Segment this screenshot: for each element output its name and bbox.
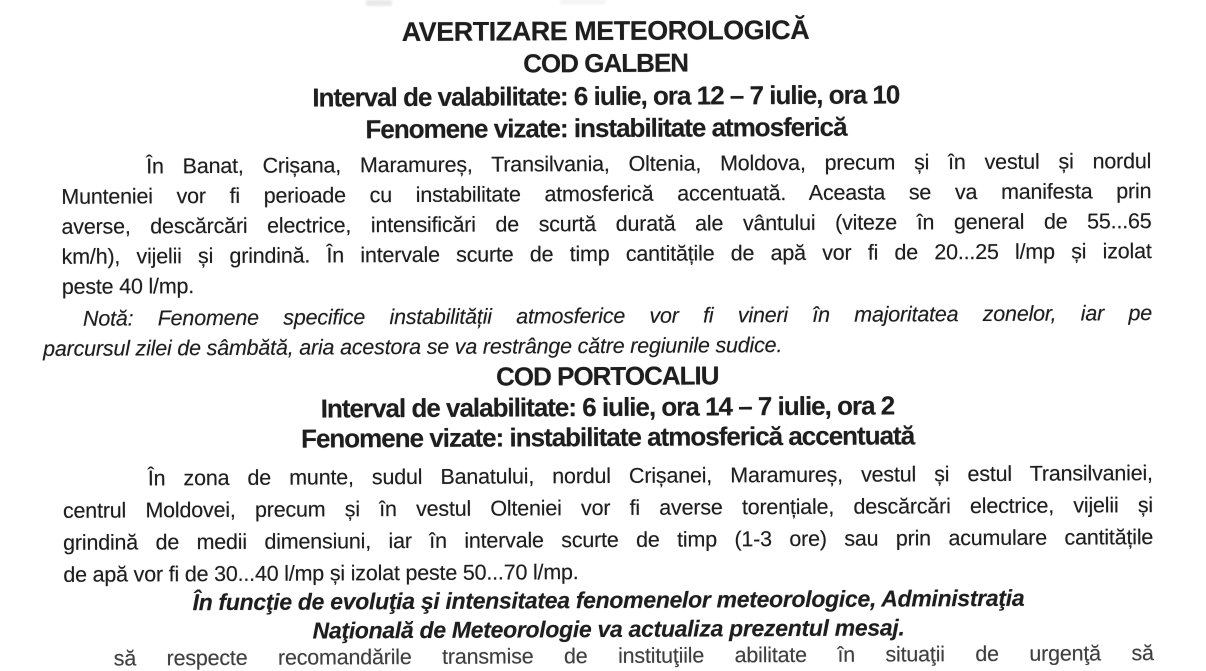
orange-phenomena: Fenomene vizate: instabilitate atmosferică accentuată: [300, 420, 915, 454]
update-notice-line: În funcţie de evoluţia şi intensitatea fenomenelor meteorologice, Administraţia: [192, 584, 1025, 616]
warning-title: AVERTIZARE METEOROLOGICĂ: [401, 14, 810, 48]
paragraph-line: de apă vor fi de 30...40 l/mp și izolat peste 50...70 l/mp.: [63, 560, 579, 587]
update-notice: [63, 583, 1153, 647]
paragraph-line: În Banat, Crișana, Maramureș, Transilvania, Oltenia, Moldova, precum și în vestul și nordul: [146, 149, 1152, 179]
note-paragraph: [43, 298, 1152, 364]
yellow-paragraph: [61, 146, 1152, 302]
orange-validity-interval: Interval de valabilitate: 6 iulie, ora 14 – 7 iulie, ora 2: [320, 390, 895, 424]
cutoff-line: să respecte recomandările transmise de instituţiile abilitate în situaţii de urgenţă să: [113, 641, 1154, 671]
paragraph-line: peste 40 l/mp.: [61, 274, 195, 299]
paragraph-line: averse, descărcări electrice, intensificări de scurtă durată ale vântului (viteze în general de 55...65: [61, 209, 1152, 239]
paragraph-line: km/h), vijelii și grindină. În intervale scurte de timp cantitățile de apă vor fi de 20...25 l/mp și izolat: [61, 239, 1152, 269]
yellow-validity-interval: Interval de valabilitate: 6 iulie, ora 12 – 7 iulie, ora 10: [312, 79, 900, 113]
yellow-phenomena: Fenomene vizate: instabilitate atmosferică: [365, 111, 847, 145]
note-line: Notă: Fenomene specifice instabilității atmosferice vor fi vineri în majoritatea zonelor, iar pe: [82, 301, 1153, 331]
paragraph-line: centrul Moldovei, precum și în vestul Olteniei vor fi averse torențiale, descărcări electrice, vijelii și: [62, 493, 1154, 523]
yellow-code-heading: COD GALBEN: [523, 47, 689, 79]
paragraph-line: În zona de munte, sudul Banatului, nordul Crișanei, Maramureș, vestul și estul Transilvaniei,: [147, 461, 1153, 491]
paragraph-line: grindină de medii dimensiuni, iar în intervale scurte de timp (1-3 ore) sau prin acumulare cantitățile: [63, 525, 1154, 555]
note-line: parcursul zilei de sâmbătă, aria acestora se va restrânge către regiunile sudice.: [43, 333, 783, 361]
paragraph-line: Munteniei vor fi perioade cu instabilitate atmosferică accentuată. Aceasta se va manifesta prin: [61, 179, 1152, 209]
orange-code-heading: COD PORTOCALIU: [495, 360, 719, 392]
orange-paragraph: [63, 457, 1154, 591]
update-notice-line: Naţională de Meteorologie va actualiza prezentul mesaj.: [312, 614, 905, 644]
